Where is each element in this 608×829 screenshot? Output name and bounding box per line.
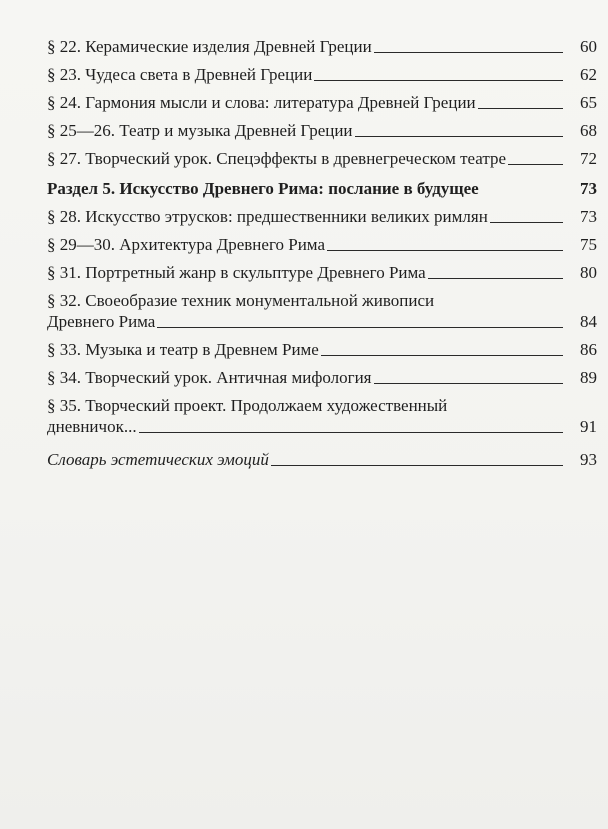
- toc-entry-29-30: [47, 234, 597, 255]
- dot-leader: [139, 431, 563, 433]
- toc-section-title: Раздел 5. Искусство Древнего Рима: послание в будущее: [47, 179, 479, 198]
- toc-entry-title: § 24. Гармония мысли и слова: литература Древней Греции: [47, 93, 476, 112]
- dot-leader: [428, 277, 563, 279]
- toc-page-number: 60: [580, 37, 597, 56]
- toc-page-number: 89: [580, 368, 597, 387]
- toc-page-number: 68: [580, 121, 597, 140]
- toc-page-number: 84: [580, 312, 597, 331]
- toc-page-number: 73: [580, 179, 597, 198]
- toc-page-number: 62: [580, 65, 597, 84]
- toc-entry-33: [47, 339, 597, 360]
- toc-entry-22: [47, 36, 597, 57]
- toc-entry-23: [47, 64, 597, 85]
- toc-entry-title: § 33. Музыка и театр в Древнем Риме: [47, 340, 319, 359]
- toc-page-number: 65: [580, 93, 597, 112]
- toc-section-5: [47, 178, 597, 199]
- dot-leader: [490, 221, 563, 223]
- dot-leader: [374, 382, 564, 384]
- toc-entry-title-line2: дневничок...: [47, 417, 137, 436]
- dot-leader: [478, 107, 563, 109]
- toc-page-number: 75: [580, 235, 597, 254]
- toc-entry-35: [47, 395, 597, 437]
- dot-leader: [271, 464, 563, 466]
- toc-page-number: 93: [580, 450, 597, 469]
- dot-leader: [314, 79, 563, 81]
- toc-entry-24: [47, 92, 597, 113]
- toc-entry-title-line2: Древнего Рима: [47, 312, 156, 331]
- dot-leader: [327, 249, 563, 251]
- toc-entry-title-line1: § 35. Творческий проект. Продолжаем художественный: [47, 396, 448, 415]
- toc-page-number: 91: [580, 417, 597, 436]
- toc-entry-31: [47, 262, 597, 283]
- toc-glossary: [47, 449, 597, 470]
- toc-page-number: 86: [580, 340, 597, 359]
- toc-entry-title: § 28. Искусство этрусков: предшественники великих римлян: [47, 207, 488, 226]
- toc-page-number: 80: [580, 263, 597, 282]
- toc-glossary-title: Словарь эстетических эмоций: [47, 450, 269, 469]
- dot-leader: [321, 354, 563, 356]
- toc-page-number: 72: [580, 149, 597, 168]
- dot-leader: [374, 51, 563, 53]
- toc-entry-34: [47, 367, 597, 388]
- toc-entry-title-line1: § 32. Своеобразие техник монументальной живописи: [47, 291, 435, 310]
- dot-leader: [157, 326, 563, 328]
- toc-entry-title: § 34. Творческий урок. Античная мифология: [47, 368, 372, 387]
- toc-entry-title: § 27. Творческий урок. Спецэффекты в древнегреческом театре: [47, 149, 507, 168]
- toc-page-number: 73: [580, 207, 597, 226]
- toc-entry-28: [47, 206, 597, 227]
- dot-leader: [481, 194, 563, 195]
- dot-leader: [508, 163, 563, 165]
- dot-leader: [355, 135, 563, 137]
- toc-entry-32: [47, 290, 597, 332]
- toc-entry-title: § 31. Портретный жанр в скульптуре Древнего Рима: [47, 263, 426, 282]
- toc-entry-title: § 25—26. Театр и музыка Древней Греции: [47, 121, 353, 140]
- toc-entry-title: § 29—30. Архитектура Древнего Рима: [47, 235, 325, 254]
- toc-entry-27: [47, 148, 597, 169]
- toc-entry-25-26: [47, 120, 597, 141]
- toc-entry-title: § 22. Керамические изделия Древней Греции: [47, 37, 372, 56]
- toc-entry-title: § 23. Чудеса света в Древней Греции: [47, 65, 313, 84]
- table-of-contents: [47, 36, 597, 477]
